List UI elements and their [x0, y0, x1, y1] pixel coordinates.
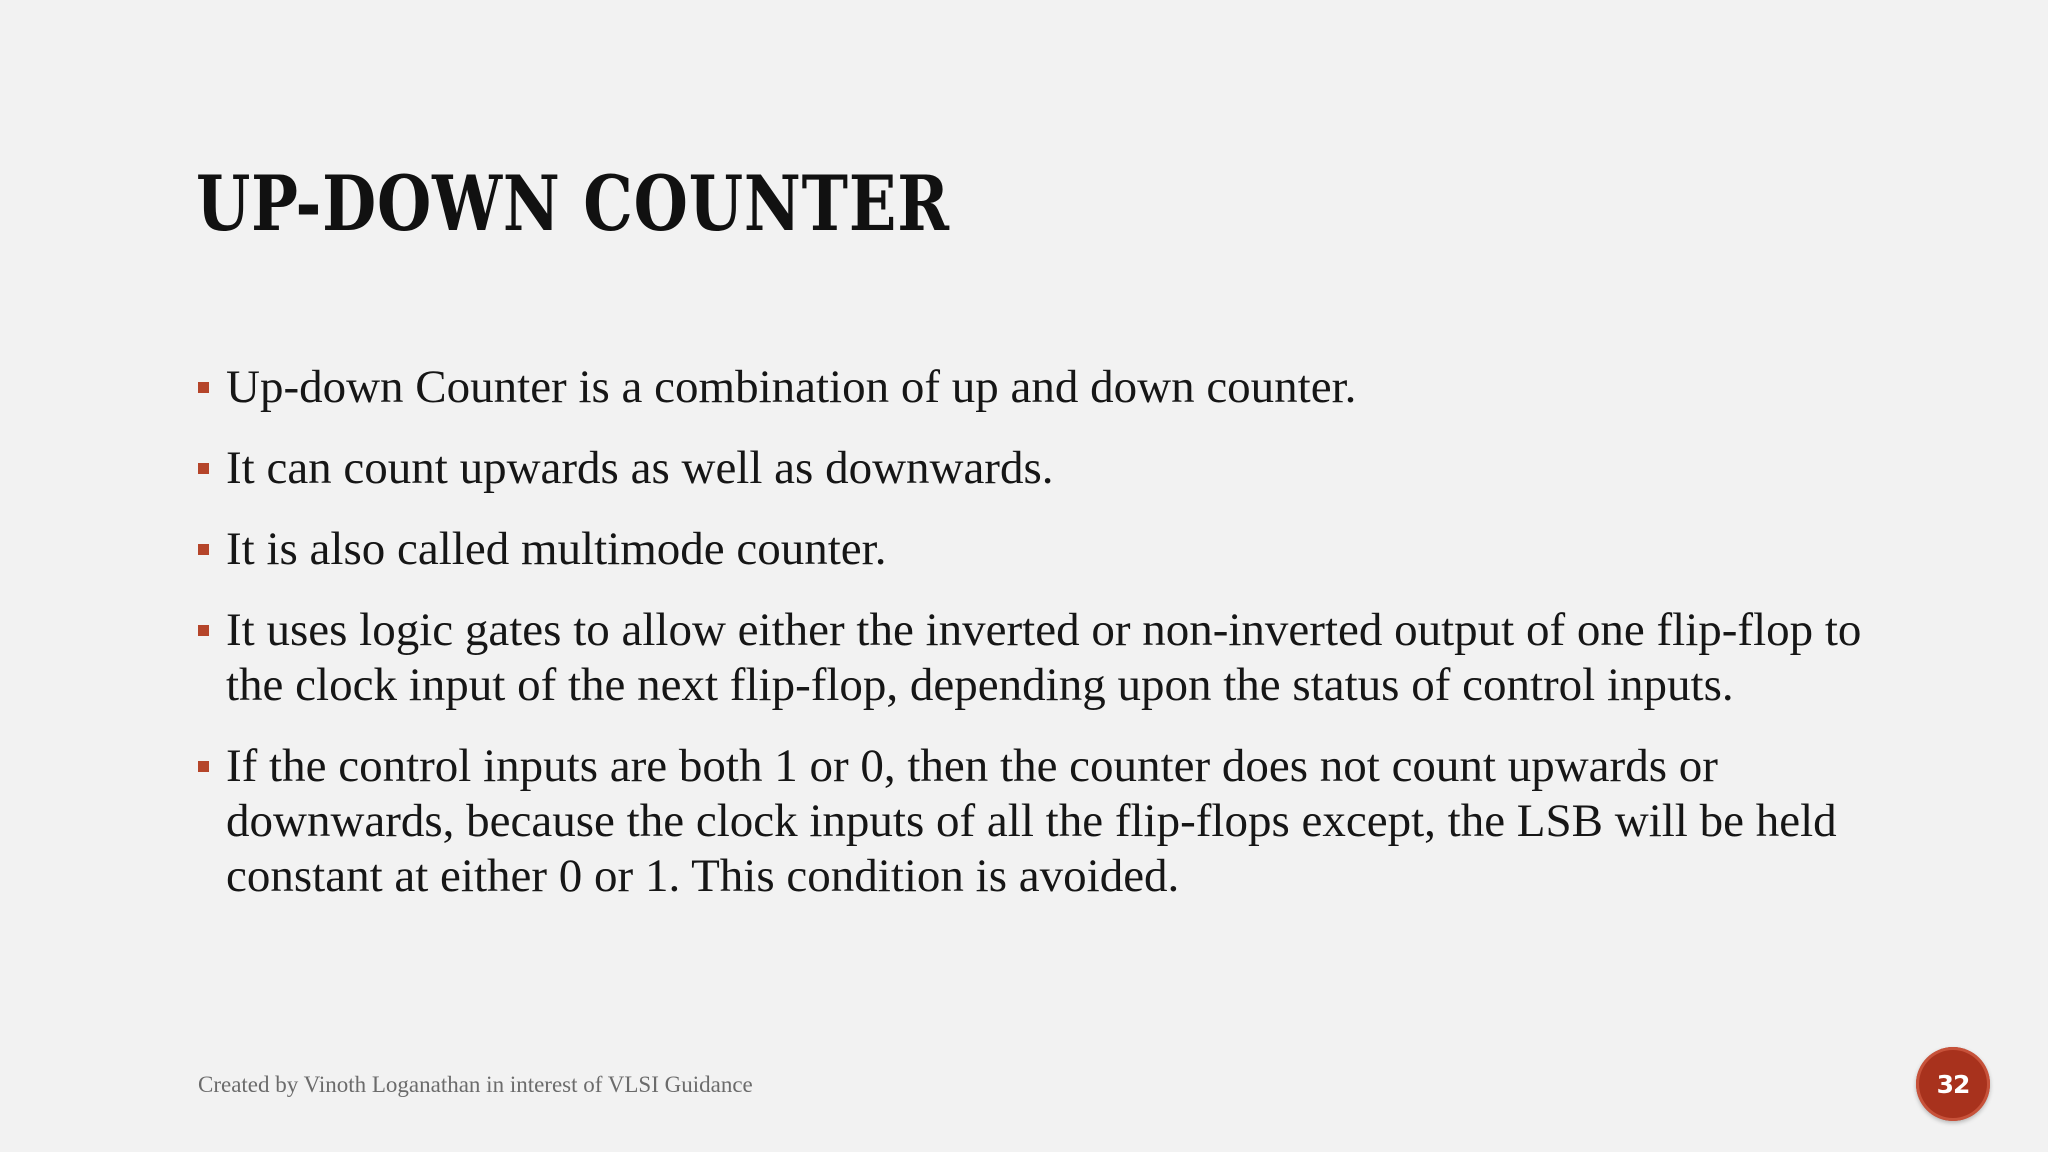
bullet-item — [196, 441, 1876, 496]
page-number: 32 — [1936, 1069, 1970, 1099]
square-bullet-icon — [198, 761, 209, 772]
bullet-text: It is also called multimode counter. — [226, 523, 887, 575]
slide-title: UP-DOWN COUNTER — [196, 159, 950, 248]
square-bullet-icon — [198, 463, 209, 474]
bullet-item — [196, 522, 1876, 577]
bullet-text: It can count upwards as well as downwards. — [226, 442, 1054, 494]
square-bullet-icon — [198, 625, 209, 636]
bullet-text: It uses logic gates to allow either the inverted or non-inverted output of one flip-flop to the clock input of the next flip-flop, depending upon the status of control inputs. — [226, 604, 1862, 711]
footer-credit: Created by Vinoth Loganathan in interest of VLSI Guidance — [198, 1072, 753, 1097]
bullet-item — [196, 739, 1876, 904]
bullet-item — [196, 360, 1876, 415]
square-bullet-icon — [198, 544, 209, 555]
bullet-text: Up-down Counter is a combination of up and down counter. — [226, 361, 1357, 413]
bullet-list — [196, 360, 1876, 930]
page-number-badge — [1916, 1047, 1990, 1121]
square-bullet-icon — [198, 382, 209, 393]
bullet-text: If the control inputs are both 1 or 0, then the counter does not count upwards or downwards, because the clock inputs of all the flip-flops except, the LSB will be held constant at either 0 or 1. This condition is avoided. — [226, 740, 1837, 902]
bullet-item — [196, 603, 1876, 713]
